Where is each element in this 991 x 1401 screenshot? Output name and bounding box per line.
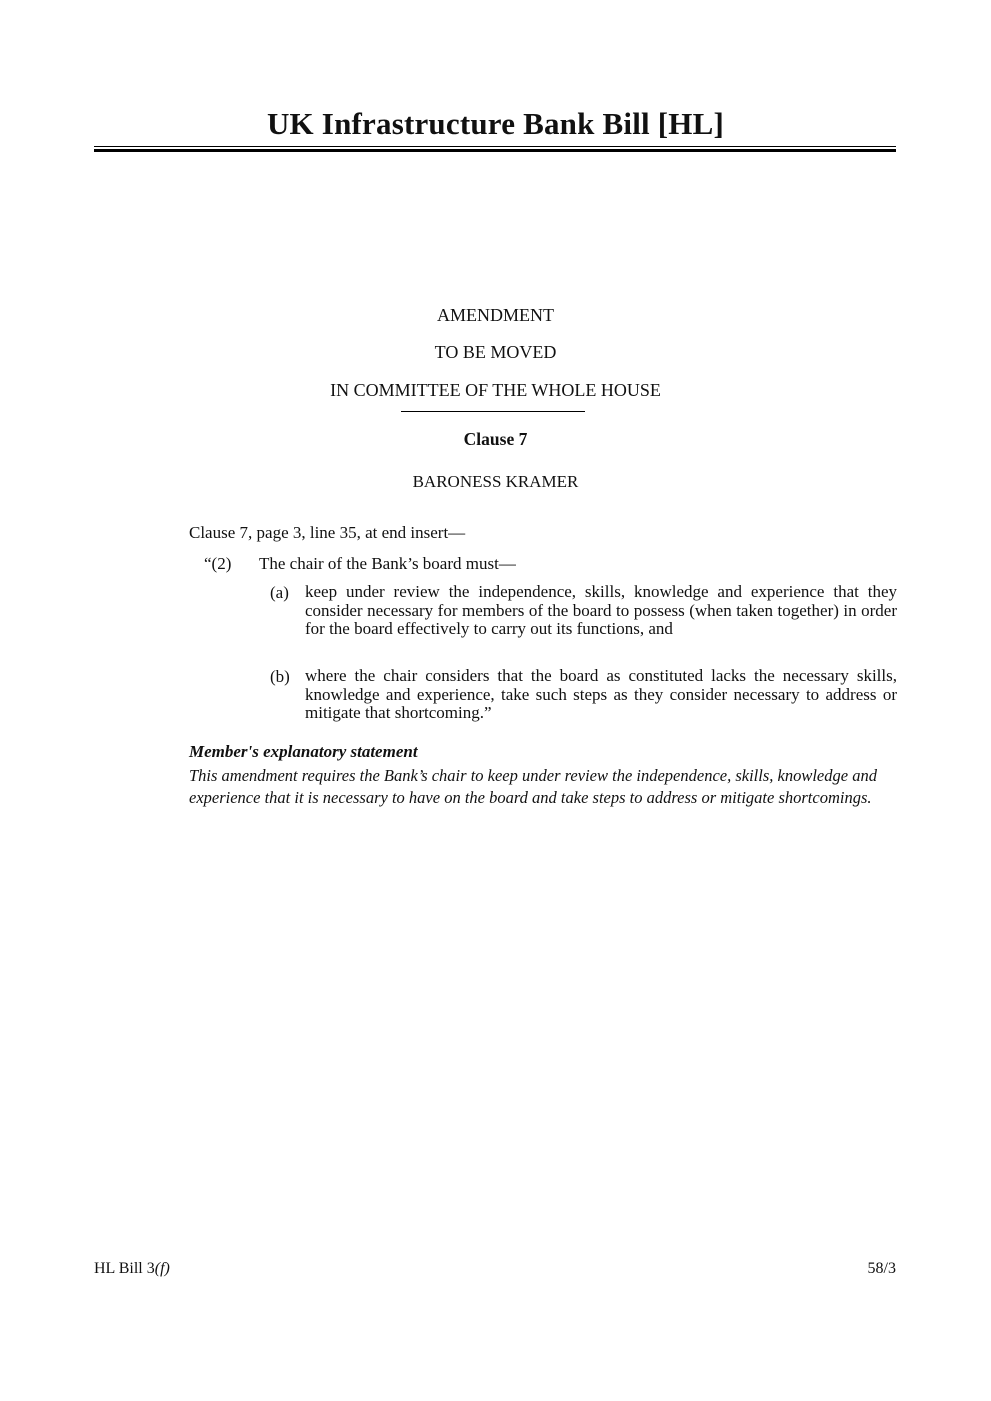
document-title: UK Infrastructure Bank Bill [HL]: [266, 106, 725, 141]
to-be-moved-heading: TO BE MOVED: [434, 342, 557, 362]
amendment-heading: AMENDMENT: [437, 305, 554, 325]
explanatory-statement-heading: Member's explanatory statement: [189, 742, 418, 761]
paragraph-b-label: (b): [270, 667, 290, 686]
subsection-lead-in: The chair of the Bank’s board must—: [259, 554, 516, 573]
bill-number-prefix: HL Bill 3: [94, 1260, 155, 1277]
heading-separator: [401, 411, 585, 412]
committee-heading: IN COMMITTEE OF THE WHOLE HOUSE: [330, 380, 661, 400]
amendment-instruction: Clause 7, page 3, line 35, at end insert—: [189, 523, 466, 542]
clause-heading: Clause 7: [463, 429, 528, 449]
member-name: BARONESS KRAMER: [412, 472, 579, 491]
subsection-number: “(2): [204, 554, 232, 573]
footer-page-ref: 58/3: [867, 1260, 896, 1277]
footer-bill-number: [94, 1260, 170, 1278]
paragraph-a-label: (a): [270, 583, 289, 602]
bill-number-suffix: (f): [154, 1260, 170, 1277]
explanatory-statement-text: This amendment requires the Bank’s chair to keep under review the independence, skills, knowledge and experience that it is necessary to have on the board and take steps to address or mitigate shortcomings.: [189, 766, 877, 808]
title-rule-thin: [94, 146, 896, 147]
paragraph-a-text: keep under review the independence, skills, knowledge and experience that they consider necessary for members of the board to possess (when taken together) in order for the board effectively to carry out its functions, and: [305, 582, 897, 639]
paragraph-b-text: where the chair considers that the board as constituted lacks the necessary skills, knowledge and experience, take such steps as they consider necessary to address or mitigate that shortcoming.”: [305, 666, 897, 723]
title-rule-thick: [94, 149, 896, 152]
